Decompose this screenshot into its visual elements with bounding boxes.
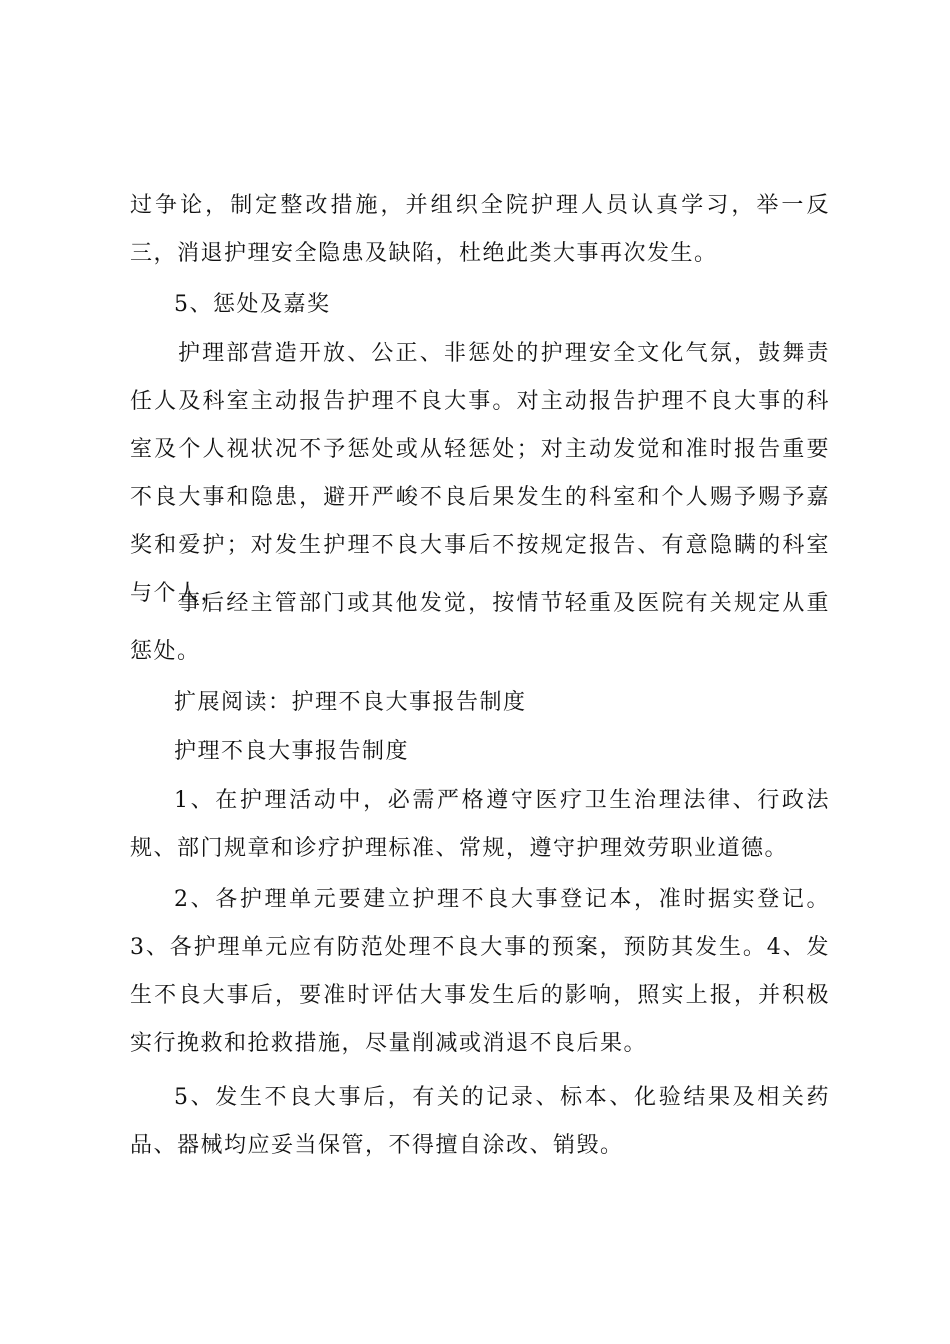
extended-reading-title: 扩展阅读：护理不良大事报告制度 — [174, 690, 527, 715]
paragraph-items-2-4: 2、各护理单元要建立护理不良大事登记本，准时据实登记。3、各护理单元应有防范处理不良大事的预案，预防其发生。4、发生不良大事后，要准时评估大事发生后的影响，照实上报，并积极实行挽救和抢救措施，尽量削减或消退不良后果。 — [130, 887, 830, 1056]
paragraph-aftermath: 事后经主管部门或其他发觉，按情节轻重及医院有关规定从重惩处。 — [130, 591, 830, 664]
paragraph-item-5: 5、发生不良大事后，有关的记录、标本、化验结果及相关药品、器械均应妥当保管，不得擅自涂改、销毁。 — [130, 1085, 830, 1158]
paragraph-item-1: 1、在护理活动中，必需严格遵守医疗卫生治理法律、行政法规、部门规章和诊疗护理标准、常规，遵守护理效劳职业道德。 — [130, 788, 830, 861]
paragraph-penalty-reward: 护理部营造开放、公正、非惩处的护理安全文化气氛，鼓舞责任人及科室主动报告护理不良大事。对主动报告护理不良大事的科室及个人视状况不予惩处或从轻惩处；对主动发觉和准时报告重要不良大事和隐患，避开严峻不良后果发生的科室和个人赐予赐予嘉奖和爱护；对发生护理不良大事后不按规定报告、有意隐瞒的科室与个人， — [130, 341, 830, 606]
section-heading-penalty-reward: 5、惩处及嘉奖 — [174, 292, 331, 317]
paragraph-continuation: 过争论，制定整改措施，并组织全院护理人员认真学习，举一反三，消退护理安全隐患及缺陷，杜绝此类大事再次发生。 — [130, 193, 830, 266]
regulation-title: 护理不良大事报告制度 — [174, 739, 410, 764]
